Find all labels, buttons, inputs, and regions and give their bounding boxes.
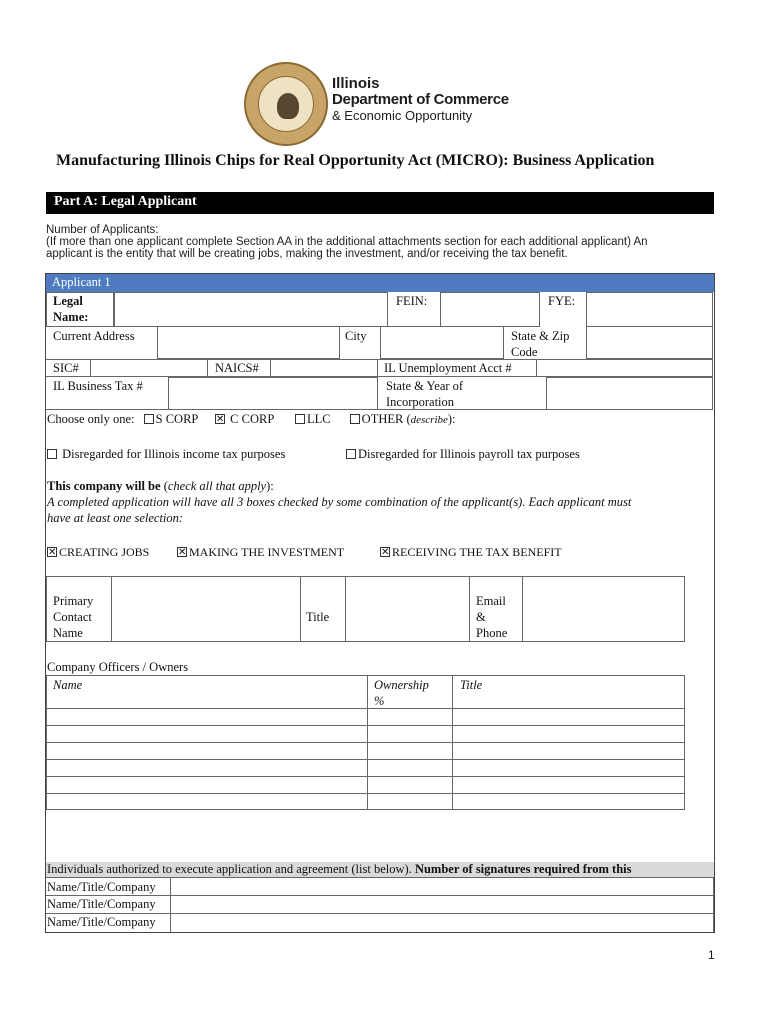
disregarded-income-option[interactable]: Disregarded for Illinois income tax purposes xyxy=(47,446,285,462)
company-will-note-2: have at least one selection: xyxy=(47,511,184,525)
other-checkbox[interactable] xyxy=(350,414,360,424)
naics-field[interactable] xyxy=(270,359,378,377)
legal-name-field[interactable] xyxy=(114,292,388,327)
signature-row-3-field[interactable] xyxy=(170,914,714,932)
choose-only-one-label: Choose only one: xyxy=(47,412,135,426)
legal-name-label: Legal Name: xyxy=(53,294,89,324)
contact-title-label: Title xyxy=(306,610,330,624)
il-unemployment-field[interactable] xyxy=(536,359,713,377)
officers-col-title: Title xyxy=(460,678,483,692)
logo-line-3: & Economic Opportunity xyxy=(332,108,473,123)
s-corp-checkbox[interactable] xyxy=(144,414,154,424)
logo-line-2: Department of Commerce xyxy=(332,91,509,108)
officer-row[interactable] xyxy=(46,759,685,776)
intro-line-2: (If more than one applicant complete Section AA in the additional attachments section for each additional applicant) An xyxy=(46,236,648,248)
officers-heading: Company Officers / Owners xyxy=(47,660,189,674)
signatures-header: Individuals authorized to execute application and agreement (list below). Number of signatures required from this xyxy=(46,862,714,878)
row-divider xyxy=(46,409,713,410)
disregarded-payroll-checkbox[interactable] xyxy=(346,449,356,459)
il-business-tax-field[interactable] xyxy=(168,377,378,410)
fein-label: FEIN: xyxy=(396,294,428,308)
intro-line-3: applicant is the entity that will be creating jobs, making the investment, and/or receiving the tax benefit. xyxy=(46,248,568,260)
logo-line-1: Illinois xyxy=(332,75,380,92)
state-zip-field[interactable] xyxy=(586,326,713,359)
city-label: City xyxy=(345,329,367,343)
c-corp-checkbox[interactable] xyxy=(215,414,225,424)
signature-row-2-field[interactable] xyxy=(170,896,714,914)
state-year-field[interactable] xyxy=(546,377,713,410)
officer-row[interactable] xyxy=(46,742,685,759)
c-corp-option[interactable]: ✕ C CORP xyxy=(215,412,274,426)
llc-checkbox[interactable] xyxy=(295,414,305,424)
primary-contact-name-field[interactable] xyxy=(111,576,301,642)
applicant-header: Applicant 1 xyxy=(46,274,714,292)
document-title: Manufacturing Illinois Chips for Real Opportunity Act (MICRO): Business Application xyxy=(56,152,655,169)
officer-row[interactable] xyxy=(46,708,685,725)
number-of-applicants-label: Number of Applicants: xyxy=(46,224,159,236)
illinois-state-seal xyxy=(244,62,328,146)
disregarded-income-checkbox[interactable] xyxy=(47,449,57,459)
creating-jobs-option[interactable]: ✕CREATING JOBS xyxy=(47,544,149,560)
part-a-header: Part A: Legal Applicant xyxy=(46,192,714,214)
email-phone-field[interactable] xyxy=(522,576,685,642)
seal-center xyxy=(258,76,314,132)
creating-jobs-checkbox[interactable] xyxy=(47,547,57,557)
page-number: 1 xyxy=(708,948,715,962)
other-option[interactable]: OTHER (describe): xyxy=(350,412,456,426)
signature-row-1-field[interactable] xyxy=(170,878,714,896)
dceo-logo-text xyxy=(332,76,509,124)
fein-field[interactable] xyxy=(440,292,540,327)
officers-col-ownership: Ownership % xyxy=(374,678,429,708)
making-investment-checkbox[interactable] xyxy=(177,547,187,557)
current-address-field[interactable] xyxy=(157,326,340,359)
officer-row[interactable] xyxy=(46,793,685,810)
fye-field[interactable] xyxy=(586,292,713,327)
il-unemployment-label: IL Unemployment Acct # xyxy=(384,361,512,375)
officer-row[interactable] xyxy=(46,776,685,793)
intro-text xyxy=(46,224,716,260)
company-will-be-section: This company will be (check all that apply): A completed application will have all 3 boxes checked by some combination of the applicant(s). Each applicant must have at least one selection: xyxy=(47,478,707,526)
signature-row-1-label: Name/Title/Company xyxy=(47,880,156,894)
llc-option[interactable]: LLC xyxy=(295,412,331,426)
primary-contact-name-label: Primary Contact Name xyxy=(53,594,94,640)
disregarded-payroll-option[interactable]: Disregarded for Illinois payroll tax purposes xyxy=(346,446,580,462)
state-zip-label: State & Zip Code xyxy=(511,329,570,359)
fye-label: FYE: xyxy=(548,294,576,308)
signature-row-2-label: Name/Title/Company xyxy=(47,897,156,911)
contact-title-field[interactable] xyxy=(345,576,470,642)
current-address-label: Current Address xyxy=(53,329,135,343)
receiving-tax-benefit-option[interactable]: ✕ RECEIVING THE TAX BENEFIT xyxy=(380,544,562,560)
city-field[interactable] xyxy=(380,326,504,359)
officers-col-name: Name xyxy=(53,678,83,692)
signature-row-3-label: Name/Title/Company xyxy=(47,915,156,929)
email-phone-label: Email & Phone xyxy=(476,594,508,640)
s-corp-option[interactable]: S CORP xyxy=(144,412,198,426)
sic-label: SIC# xyxy=(53,361,79,375)
officer-row[interactable] xyxy=(46,725,685,742)
naics-label: NAICS# xyxy=(215,361,259,375)
receiving-tax-benefit-checkbox[interactable] xyxy=(380,547,390,557)
il-business-tax-label: IL Business Tax # xyxy=(53,379,143,393)
eagle-icon xyxy=(277,93,299,119)
sic-field[interactable] xyxy=(90,359,208,377)
making-investment-option[interactable]: ✕ MAKING THE INVESTMENT xyxy=(177,544,344,560)
entity-type-row xyxy=(47,411,456,428)
company-will-note-1: A completed application will have all 3 boxes checked by some combination of the applicant(s). Each applicant must xyxy=(47,495,632,509)
state-year-label: State & Year of Incorporation xyxy=(386,379,464,409)
